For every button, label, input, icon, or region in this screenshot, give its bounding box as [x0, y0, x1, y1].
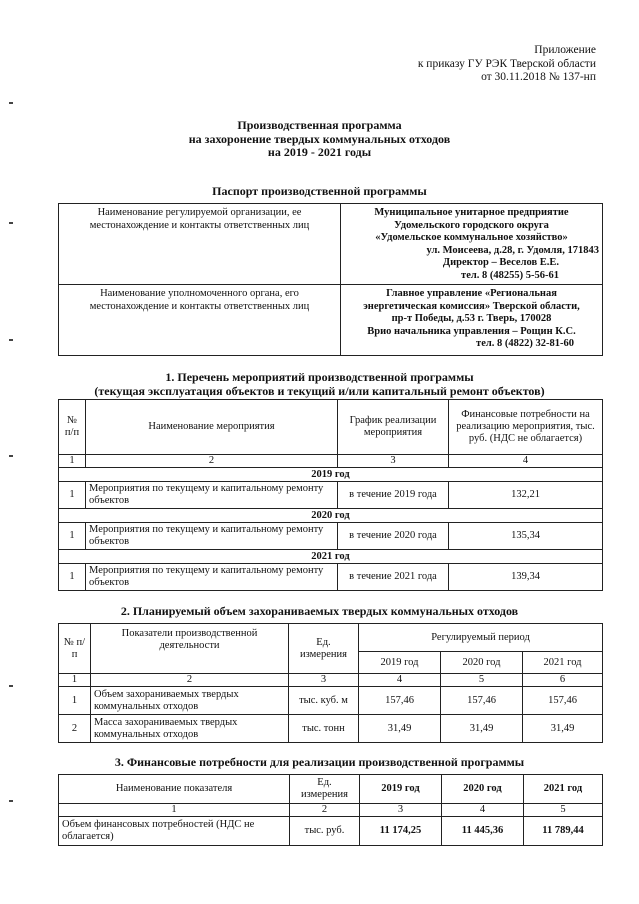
cell: Мероприятия по текущему и капитальному ремонту объектов: [86, 523, 338, 550]
index-row: [59, 674, 603, 687]
value-line: Главное управление «Региональная: [386, 288, 557, 299]
value-line: Директор – Веселов Е.Е.: [442, 257, 559, 268]
passport-label: Наименование уполномоченного органа, его местонахождение и контакты ответственных лиц: [59, 285, 341, 356]
column-header: График реализации мероприятия: [338, 400, 449, 455]
index-cell: 1: [59, 455, 86, 468]
year-label: 2021 год: [59, 550, 603, 564]
index-cell: 4: [359, 674, 441, 687]
cell: 11 445,36: [442, 817, 524, 846]
scan-mark: [9, 339, 13, 341]
section3-table: [58, 774, 603, 846]
title-line: на захоронение твердых коммунальных отходов: [188, 131, 451, 146]
scan-mark: [9, 222, 13, 224]
cell: 31,49: [441, 715, 523, 743]
passport-value: [341, 285, 603, 356]
index-cell: 2: [86, 455, 338, 468]
index-row: [59, 455, 603, 468]
index-cell: 2: [290, 804, 360, 817]
cell: в течение 2021 года: [338, 564, 449, 591]
index-cell: 3: [338, 455, 449, 468]
appendix-note: [418, 44, 596, 85]
table-header-row: [59, 400, 603, 455]
table-row: [59, 482, 603, 509]
appendix-line: Приложение: [534, 44, 596, 56]
table-row: [59, 817, 603, 846]
index-cell: 3: [360, 804, 442, 817]
cell: 11 789,44: [524, 817, 603, 846]
index-cell: 3: [289, 674, 359, 687]
cell: в течение 2019 года: [338, 482, 449, 509]
table-row: [59, 204, 603, 285]
year-header: 2019 год: [359, 652, 441, 674]
passport-table: [58, 203, 603, 356]
year-header: 2021 год: [523, 652, 603, 674]
table-row: [59, 564, 603, 591]
cell: 1: [59, 482, 86, 509]
column-header: № п/п: [59, 400, 86, 455]
value-line: «Удомельское коммунальное хозяйство»: [375, 232, 568, 243]
index-cell: 5: [524, 804, 603, 817]
column-header: Финансовые потребности на реализацию мероприятия, тыс. руб. (НДС не облагается): [449, 400, 603, 455]
column-header: № п/п: [59, 624, 91, 674]
index-cell: 1: [59, 804, 290, 817]
heading-line: (текущая эксплуатация объектов и текущий и/или капитальный ремонт объектов): [94, 384, 545, 398]
table-row: [59, 285, 603, 356]
cell: 31,49: [523, 715, 603, 743]
section1-heading: [0, 370, 639, 398]
passport-heading: Паспорт производственной программы: [212, 184, 427, 198]
index-cell: 2: [91, 674, 289, 687]
cell: Мероприятия по текущему и капитальному ремонту объектов: [86, 482, 338, 509]
table-header-row: [59, 775, 603, 804]
index-cell: 5: [441, 674, 523, 687]
cell: 132,21: [449, 482, 603, 509]
cell: 11 174,25: [360, 817, 442, 846]
table-header-row: [59, 624, 603, 652]
column-header: Наименование мероприятия: [86, 400, 338, 455]
scan-mark: [9, 455, 13, 457]
cell: тыс. куб. м: [289, 687, 359, 715]
cell: 157,46: [523, 687, 603, 715]
index-cell: 4: [449, 455, 603, 468]
cell: тыс. тонн: [289, 715, 359, 743]
year-row: [59, 509, 603, 523]
document-title: [0, 119, 639, 160]
cell: Объем финансовых потребностей (НДС не облагается): [59, 817, 290, 846]
column-header: Ед. измерения: [290, 775, 360, 804]
title-line: Производственная программа: [237, 118, 402, 132]
section1-table: [58, 399, 603, 591]
cell: Масса захораниваемых твердых коммунальных отходов: [91, 715, 289, 743]
index-row: [59, 804, 603, 817]
value-line: тел. 8 (48255) 5-56-61: [461, 269, 559, 281]
year-header: 2020 год: [441, 652, 523, 674]
heading-line: 1. Перечень мероприятий производственной программы: [165, 370, 474, 384]
cell: 1: [59, 523, 86, 550]
cell: 1: [59, 687, 91, 715]
value-line: энергетическая комиссия» Тверской области,: [363, 300, 580, 312]
passport-value: [341, 204, 603, 285]
section3-heading: 3. Финансовые потребности для реализации производственной программы: [114, 755, 525, 769]
appendix-line: от 30.11.2018 № 137-нп: [481, 71, 596, 83]
year-row: [59, 468, 603, 482]
column-header: 2020 год: [442, 775, 524, 804]
index-cell: 6: [523, 674, 603, 687]
year-label: 2020 год: [59, 509, 603, 523]
value-line: ул. Моисеева, д.28, г. Удомля, 171843: [426, 244, 599, 256]
column-header: Регулируемый период: [359, 624, 603, 652]
value-line: Удомельского городского округа: [394, 219, 549, 231]
section2-heading: 2. Планируемый объем захораниваемых твердых коммунальных отходов: [120, 604, 519, 618]
column-header: Наименование показателя: [59, 775, 290, 804]
scan-mark: [9, 685, 13, 687]
value-line: пр-т Победы, д.53 г. Тверь, 170028: [391, 313, 552, 324]
table-row: [59, 715, 603, 743]
table-row: [59, 687, 603, 715]
cell: 1: [59, 564, 86, 591]
scan-mark: [9, 800, 13, 802]
table-row: [59, 523, 603, 550]
scan-mark: [9, 102, 13, 104]
cell: 135,34: [449, 523, 603, 550]
index-cell: 1: [59, 674, 91, 687]
cell: Мероприятия по текущему и капитальному ремонту объектов: [86, 564, 338, 591]
cell: 139,34: [449, 564, 603, 591]
value-line: Врио начальника управления – Рощин К.С.: [367, 325, 576, 337]
column-header: Показатели производственной деятельности: [91, 624, 289, 674]
value-line: тел. 8 (4822) 32-81-60: [476, 338, 574, 349]
cell: 31,49: [359, 715, 441, 743]
column-header: 2021 год: [524, 775, 603, 804]
year-row: [59, 550, 603, 564]
cell: в течение 2020 года: [338, 523, 449, 550]
cell: Объем захораниваемых твердых коммунальных отходов: [91, 687, 289, 715]
cell: 2: [59, 715, 91, 743]
cell: 157,46: [441, 687, 523, 715]
title-line: на 2019 - 2021 годы: [267, 145, 372, 159]
appendix-line: к приказу ГУ РЭК Тверской области: [417, 57, 596, 70]
value-line: Муниципальное унитарное предприятие: [374, 207, 569, 218]
cell: тыс. руб.: [290, 817, 360, 846]
section2-table: [58, 623, 603, 743]
index-cell: 4: [442, 804, 524, 817]
year-label: 2019 год: [59, 468, 603, 482]
passport-label: Наименование регулируемой организации, ее местонахождение и контакты ответственных лиц: [59, 204, 341, 285]
cell: 157,46: [359, 687, 441, 715]
column-header: 2019 год: [360, 775, 442, 804]
column-header: Ед. измерения: [289, 624, 359, 674]
